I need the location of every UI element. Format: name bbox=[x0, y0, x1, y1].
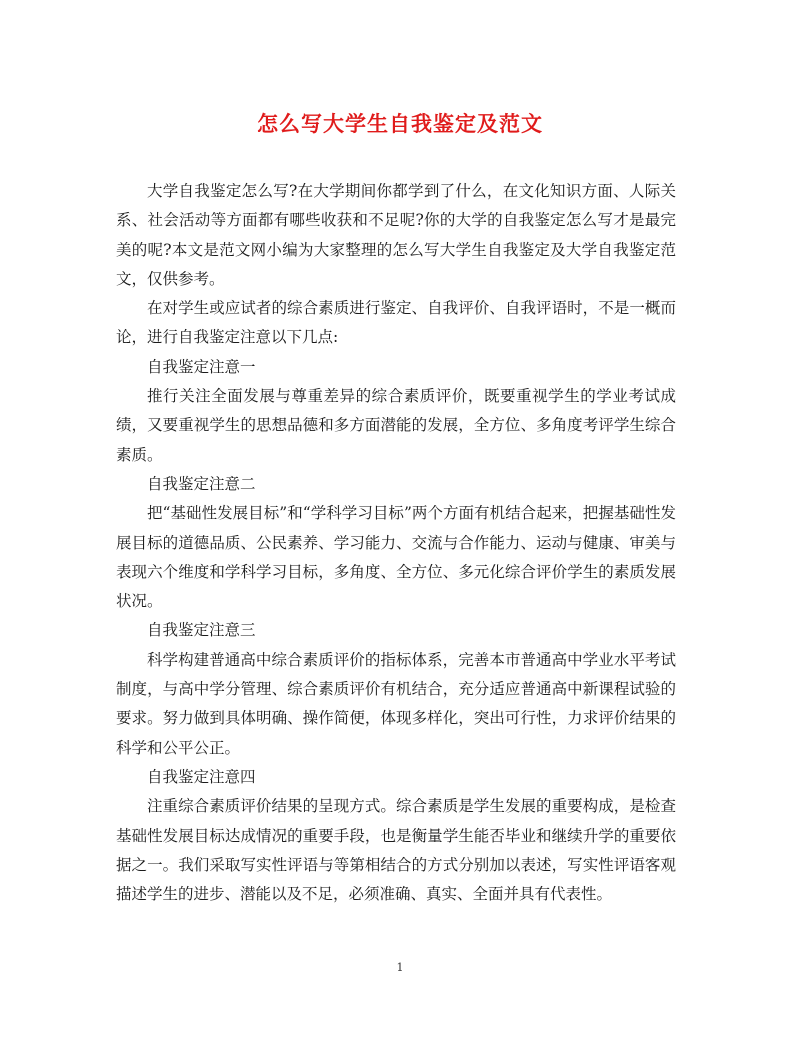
section-paragraph-4: 注重综合素质评价结果的呈现方式。综合素质是学生发展的重要构成，是检查基础性发展目标达成情况的重要手段，也是衡量学生能否毕业和继续升学的重要依据之一。我们采取写实性评语与等第相结合的方式分别加以表述，写实性评语客观描述学生的进步、潜能以及不足，必须准确、真实、全面并具有代表性。 bbox=[116, 797, 676, 904]
document-title: 怎么写大学生自我鉴定及范文 bbox=[257, 111, 543, 136]
page-number: 1 bbox=[396, 961, 404, 974]
section-paragraph-3: 科学构建普通高中综合素质评价的指标体系，完善本市普通高中学业水平考试制度，与高中学分管理、综合素质评价有机结合，充分适应普通高中新课程试验的要求。努力做到具体明确、操作简便，体现多样化，突出可行性，力求评价结果的科学和公平公正。 bbox=[116, 650, 676, 757]
section-heading-1: 自我鉴定注意一 bbox=[147, 357, 256, 376]
preface-paragraph: 在对学生或应试者的综合素质进行鉴定、自我评价、自我评语时，不是一概而论，进行自我鉴定注意以下几点: bbox=[116, 299, 676, 347]
section-paragraph-1: 推行关注全面发展与尊重差异的综合素质评价，既要重视学生的学业考试成绩，又要重视学生的思想品德和多方面潜能的发展，全方位、多角度考评学生综合素质。 bbox=[116, 387, 676, 464]
section-heading-2: 自我鉴定注意二 bbox=[147, 474, 256, 493]
section-heading-4: 自我鉴定注意四 bbox=[147, 767, 256, 786]
intro-paragraph: 大学自我鉴定怎么写?在大学期间你都学到了什么，在文化知识方面、人际关系、社会活动等方面都有哪些收获和不足呢?你的大学的自我鉴定怎么写才是最完美的呢?本文是范文网小编为大家整理的怎么写大学生自我鉴定及大学自我鉴定范文，仅供参考。 bbox=[116, 182, 676, 288]
section-heading-3: 自我鉴定注意三 bbox=[147, 621, 256, 640]
section-paragraph-2: 把“基础性发展目标”和“学科学习目标”两个方面有机结合起来，把握基础性发展目标的道德品质、公民素养、学习能力、交流与合作能力、运动与健康、审美与表现六个维度和学科学习目标，多角度、全方位、多元化综合评价学生的素质发展状况。 bbox=[116, 504, 676, 611]
document-body bbox=[116, 177, 676, 909]
